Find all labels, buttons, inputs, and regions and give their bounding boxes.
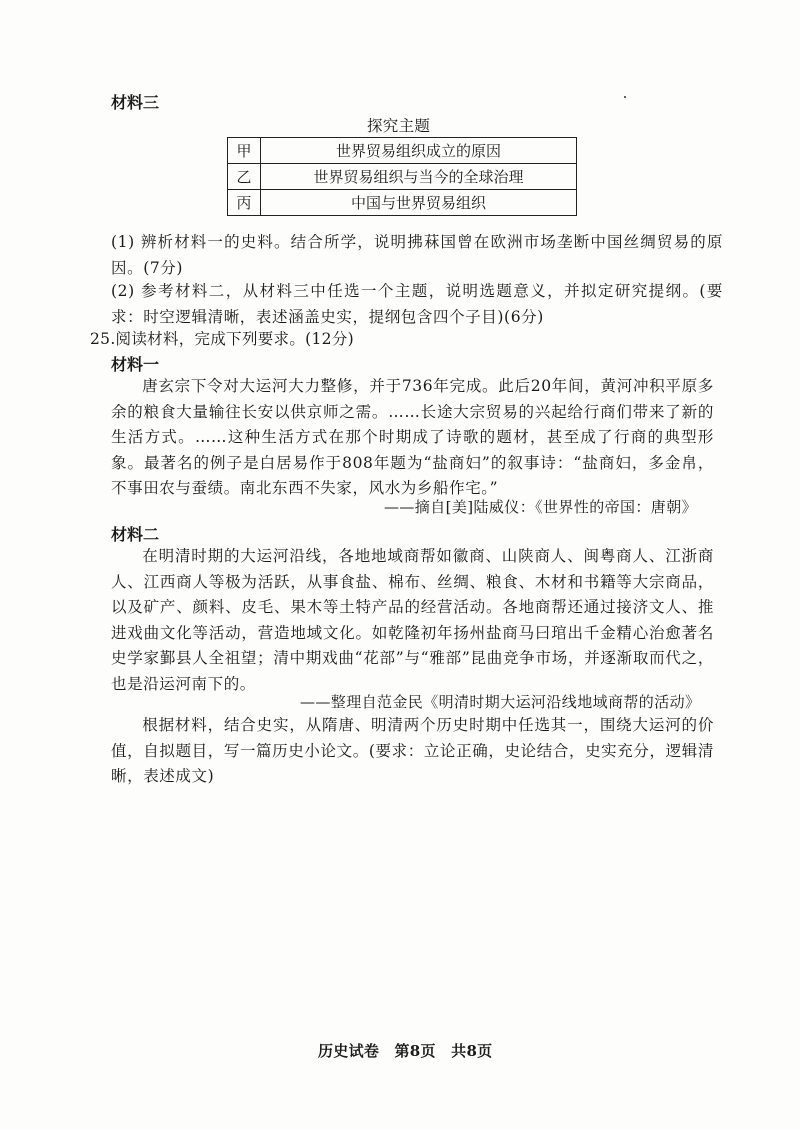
material2-source: ——整理自范金民《明清时期大运河沿线地域商帮的活动》 — [300, 693, 701, 711]
material1-heading: 材料一 — [111, 355, 160, 374]
row-topic: 世界贸易组织与当今的全球治理 — [261, 164, 577, 190]
material1-source: ——摘自[美]陆威仪：《世界性的帝国：唐朝》 — [384, 498, 698, 516]
task-body: 根据材料，结合史实，从隋唐、明清两个历史时期中任选其一，围绕大运河的价值，自拟题目，写一篇历史小论文。(要求：立论正确，史论结合，史实充分，逻辑清晰，表述成文) — [111, 716, 714, 785]
table-title: 探究主题 — [367, 117, 431, 135]
material1-text — [111, 374, 714, 502]
q24-part1: (1) 辨析材料一的史料。结合所学，说明拂菻国曾在欧洲市场垄断中国丝绸贸易的原因。(7分) — [111, 233, 723, 277]
page-footer: 历史试卷 第8页 共8页 — [318, 1042, 493, 1060]
table-row — [228, 190, 577, 216]
q24-part2: (2) 参考材料二，从材料三中任选一个主题，说明选题意义，并拟定研究提纲。(要求：时空逻辑清晰，表述涵盖史实，提纲包含四个子目)(6分) — [111, 282, 723, 326]
material1-body: 唐玄宗下令对大运河大力整修，并于736年完成。此后20年间，黄河冲积平原多余的粮食大量输往长安以供京师之需。……长途大宗贸易的兴起给行商们带来了新的生活方式。……这种生活方式在那个时期成了诗歌的题材，甚至成了行商的典型形象。最著名的例子是白居易作于808年题为“盐商妇”的叙事诗：“盐商妇，多金帛，不事田农与蚕绩。南北东西不失家，风水为乡船作宅。” — [111, 377, 714, 497]
material2-heading: 材料二 — [111, 525, 160, 544]
row-topic: 中国与世界贸易组织 — [261, 190, 577, 216]
q25-task — [111, 713, 714, 790]
row-topic: 世界贸易组织成立的原因 — [261, 138, 577, 164]
row-label: 甲 — [228, 138, 261, 164]
topics-table — [227, 137, 577, 216]
row-label: 丙 — [228, 190, 261, 216]
material3-heading: 材料三 — [111, 93, 160, 112]
material2-text — [111, 544, 714, 697]
table-row — [228, 138, 577, 164]
table-row — [228, 164, 577, 190]
q25-stem: 25.阅读材料，完成下列要求。(12分) — [90, 330, 354, 348]
material2-body: 在明清时期的大运河沿线，各地地域商帮如徽商、山陕商人、闽粤商人、江浙商人、江西商人等极为活跃，从事食盐、棉布、丝绸、粮食、木材和书籍等大宗商品，以及矿产、颜料、皮毛、果木等土特产品的经营活动。各地商帮还通过接济文人、推进戏曲文化等活动，营造地域文化。如乾隆初年扬州盐商马曰琯出千金精心治愈著名史学家鄞县人全祖望；清中期戏曲“花部”与“雅部”昆曲竞争市场，并逐渐取而代之，也是沿运河南下的。 — [111, 547, 714, 693]
row-label: 乙 — [228, 164, 261, 190]
scan-speck — [624, 96, 626, 98]
